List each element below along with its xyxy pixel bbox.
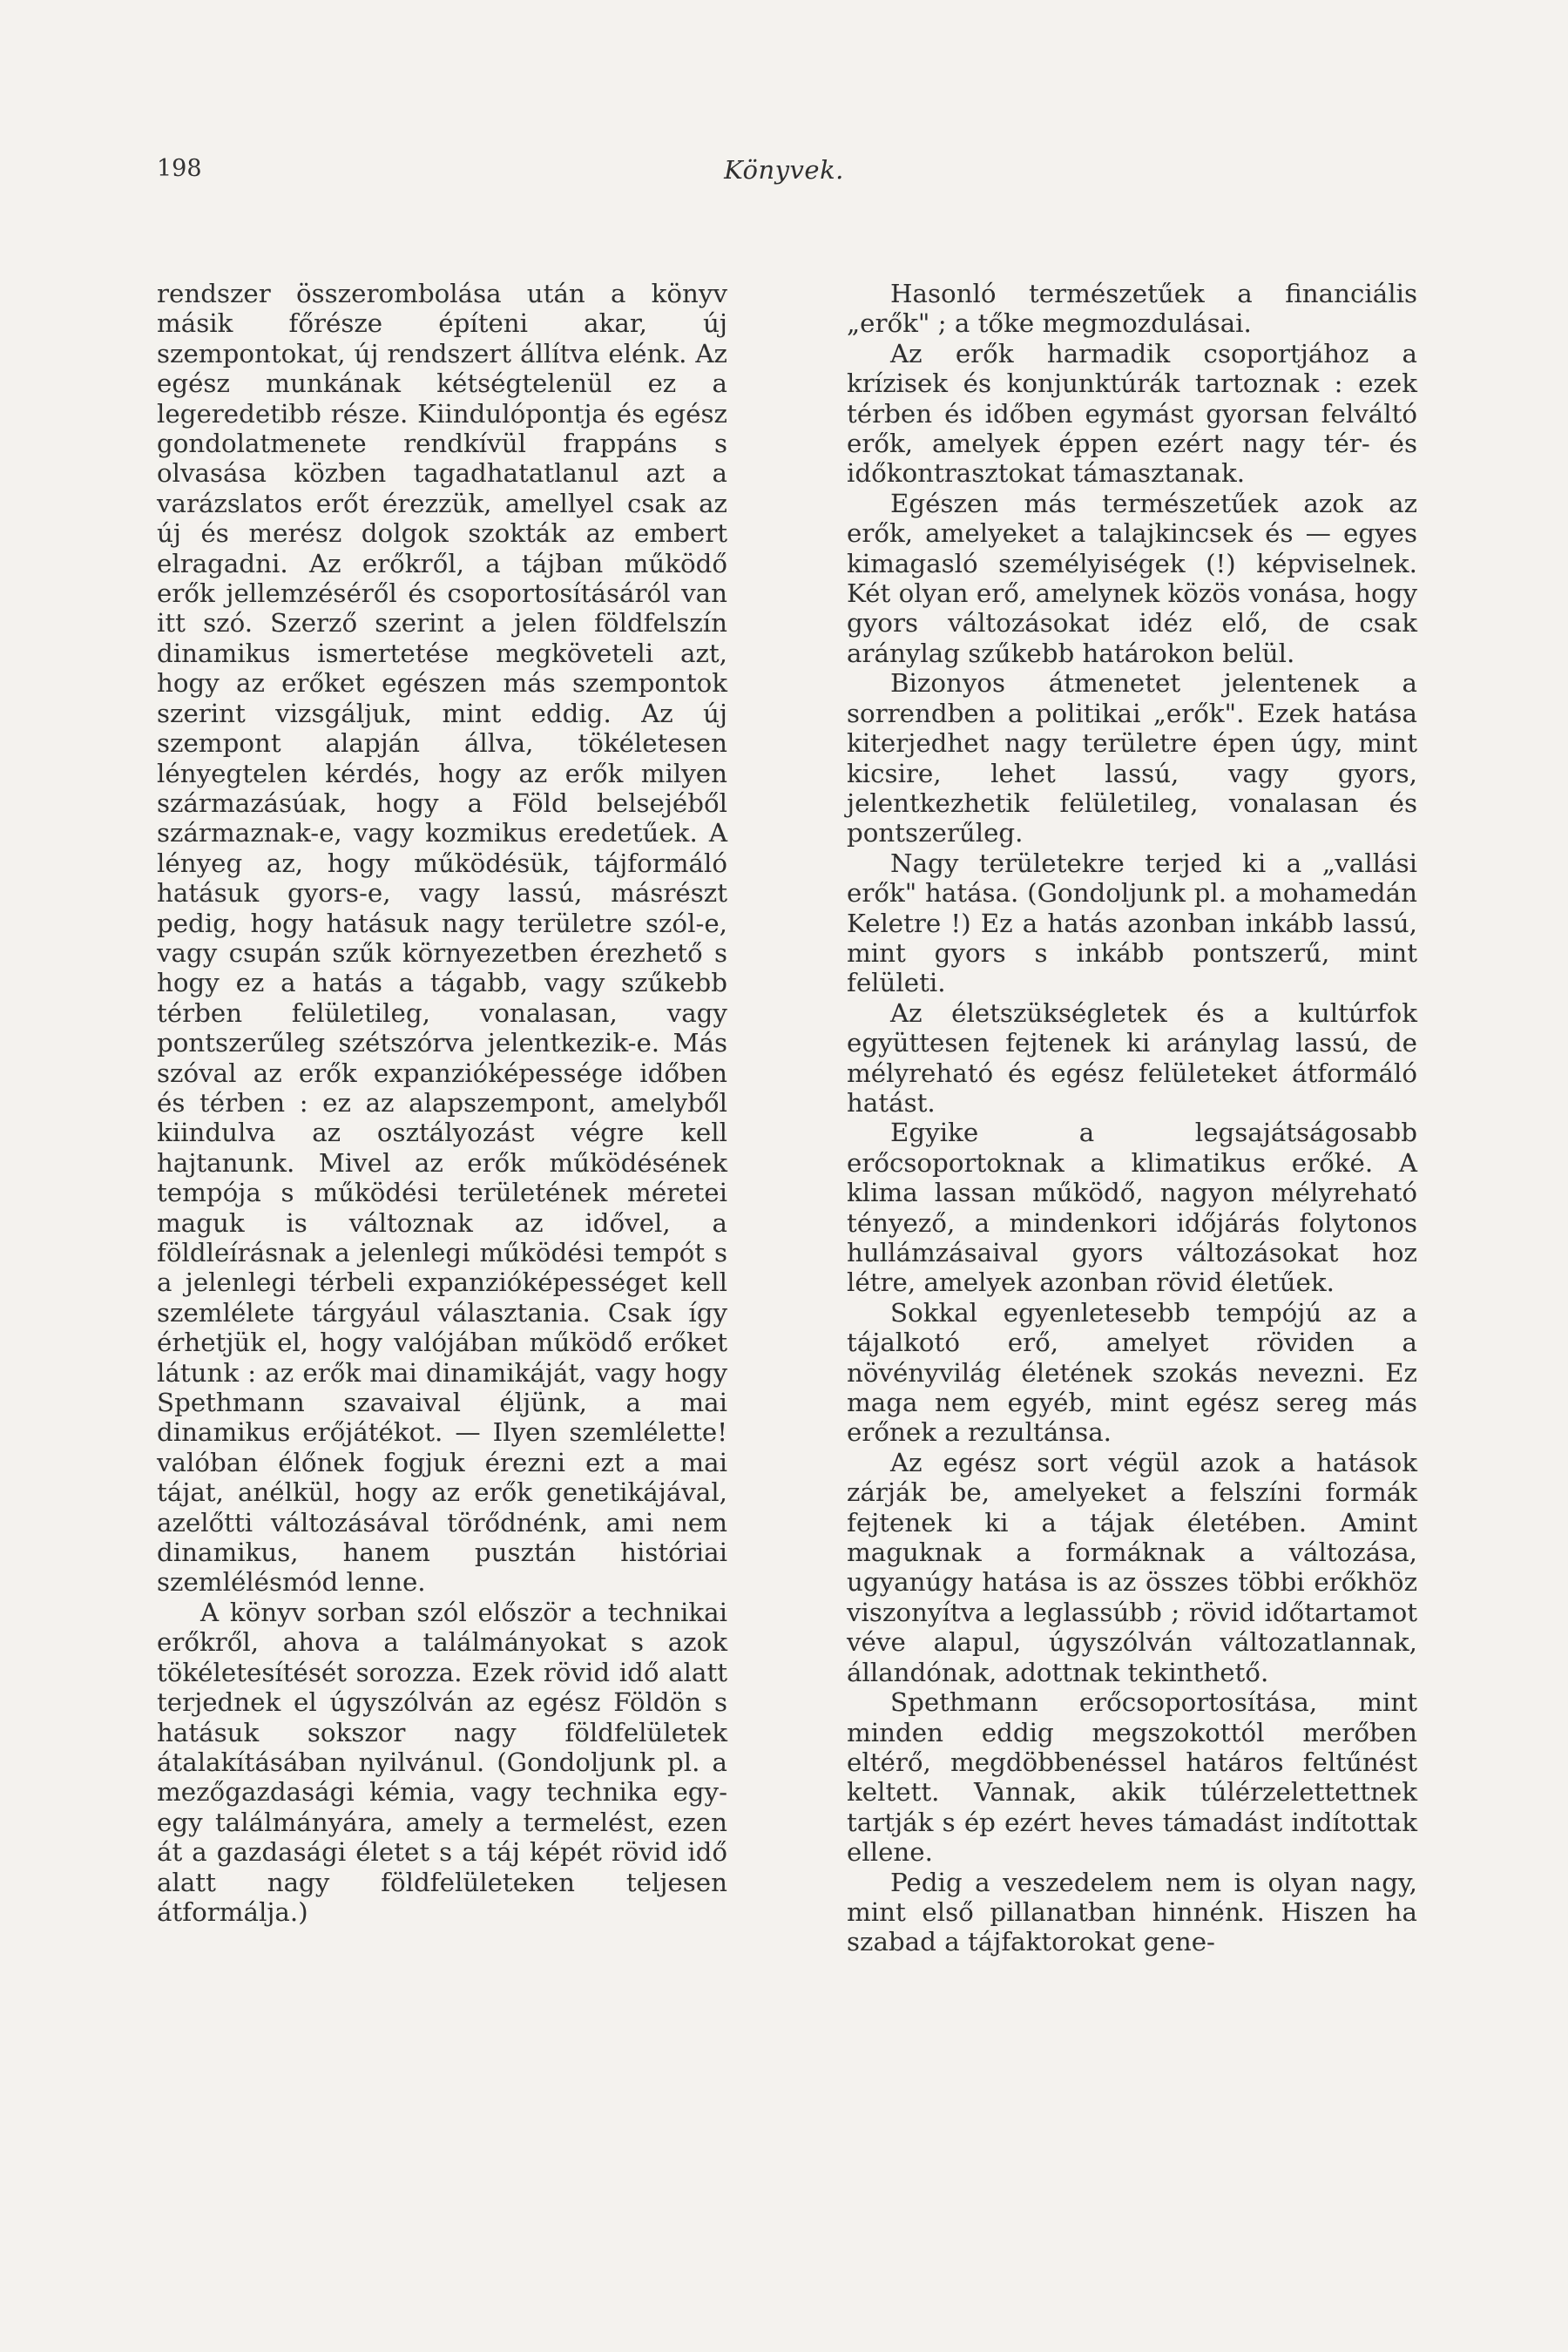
right-paragraph-8: Sokkal egyenletesebb tempójú az a tájalkotó erő, amelyet röviden a növényvilág életének szokás nevezni. Ez maga nem egyéb, mint egész sereg más erőnek a rezultánsa.	[847, 1297, 1417, 1448]
right-paragraph-6: Az életszükségletek és a kultúrfok együttesen fejtenek ki aránylag lassú, de mélyreható és egész felületeket átformáló hatást.	[847, 997, 1417, 1118]
right-column	[847, 279, 1417, 1957]
right-paragraph-10: Spethmann erőcsoportosítása, mint minden eddig megszokottól merőben eltérő, megdöbbenéssel határos feltűnést keltett. Vannak, akik túlérzelettettnek tartják s ép ezért heves támadást indítottak ellene.	[847, 1687, 1417, 1868]
right-paragraph-9: Az egész sort végül azok a hatások zárják be, amelyeket a felszíni formák fejtenek ki a tájak életében. Amint maguknak a formáknak a változása, ugyanúgy hatása is az összes többi erőkhöz viszonyítva a leglassúbb ; rövid időtartamot véve alapul, úgyszólván változatlannak, állandónak, adottnak tekinthető.	[847, 1447, 1417, 1687]
right-paragraph-5: Nagy területekre terjed ki a „vallási erők" hatása. (Gondoljunk pl. a mohamedán Keletre !) Ez a hatás azonban inkább lassú, mint gyors s inkább pontszerű, mint felületi.	[847, 848, 1417, 998]
right-paragraph-3: Egészen más természetűek azok az erők, amelyeket a talajkincsek és — egyes kimagasló személyiségek (!) képviselnek. Két olyan erő, amelynek közös vonása, hogy gyors változásokat idéz elő, de csak aránylag szűkebb határokon belül.	[847, 488, 1417, 668]
left-paragraph-2: A könyv sorban szól először a technikai erőkről, ahova a találmányokat s azok tökéletesítését sorozza. Ezek rövid idő alatt terjednek el úgyszólván az egész Földön s hatásuk sokszor nagy földfelületek átalakításában nyilvánul. (Gondoljunk pl. a mezőgazdasági kémia, vagy technika egy-egy találmányára, amely a termelést, ezen át a gazdasági életet s a táj képét rövid idő alatt nagy földfelületeken teljesen átformálja.)	[157, 1597, 727, 1927]
running-head-title: Könyvek.	[724, 155, 844, 185]
left-column	[157, 279, 727, 1927]
right-paragraph-1: Hasonló természetűek a financiális „erők" ; a tőke megmozdulásai.	[847, 279, 1417, 339]
right-paragraph-2: Az erők harmadik csoportjához a krízisek és konjunktúrák tartoznak : ezek térben és időben egymást gyorsan felváltó erők, amelyek éppen ezért nagy tér- és időkontrasztokat támasztanak.	[847, 338, 1417, 489]
right-paragraph-4: Bizonyos átmenetet jelentenek a sorrendben a politikai „erők". Ezek hatása kiterjedhet nagy területre épen úgy, mint kicsire, lehet lassú, vagy gyors, jelentkezhetik felületileg, vonalasan és pontszerűleg.	[847, 668, 1417, 848]
left-paragraph-1: rendszer összerombolása után a könyv másik főrésze építeni akar, új szempontokat, új rendszert állítva elénk. Az egész munkának kétségtelenül ez a legeredetibb része. Kiindulópontja és egész gondolatmenete rendkívül frappáns s olvasása közben tagadhatatlanul azt a varázslatos erőt érezzük, amellyel csak az új és merész dolgok szokták az embert elragadni. Az erőkről, a tájban működő erők jellemzéséről és csoportosításáról van itt szó. Szerző szerint a jelen földfelszín dinamikus ismertetése megköveteli azt, hogy az erőket egészen más szempontok szerint vizsgáljuk, mint eddig. Az új szempont alapján állva, tökéletesen lényegtelen kérdés, hogy az erők milyen származásúak, hogy a Föld belsejéből származnak-e, vagy kozmikus eredetűek. A lényeg az, hogy működésük, tájformáló hatásuk gyors-e, vagy lassú, másrészt pedig, hogy hatásuk nagy területre szól-e, vagy csupán szűk környezetben érezhető s hogy ez a hatás a tágabb, vagy szűkebb térben felületileg, vonalasan, vagy pontszerűleg szétszórva jelentkezik-e. Más szóval az erők expanzióképessége időben és térben : ez az alapszempont, amelyből kiindulva az osztályozást végre kell hajtanunk. Mivel az erők működésének tempója s működési területének méretei maguk is változnak az idővel, a földleírásnak a jelenlegi működési tempót s a jelenlegi térbeli expanzióképességet kell szemlélete tárgyául választania. Csak így érhetjük el, hogy valójában működő erőket látunk : az erők mai dinamikáját, vagy hogy Spethmann szavaival éljünk, a mai dinamikus erőjátékot. — Ilyen szemlélette! valóban élőnek fogjuk érezni ezt a mai tájat, anélkül, hogy az erők genetikájával, azelőtti változásával törődnénk, ami nem dinamikus, hanem pusztán históriai szemlélésmód lenne.	[157, 279, 727, 1598]
right-paragraph-11: Pedig a veszedelem nem is olyan nagy, mint első pillanatban hinnénk. Hiszen ha szabad a tájfaktorokat gene-	[847, 1867, 1417, 1957]
right-paragraph-7: Egyike a legsajátságosabb erőcsoportoknak a klimatikus erőké. A klima lassan működő, nagyon mélyreható tényező, a mindenkori időjárás folytonos hullámzásaival gyors változásokat hoz létre, amelyek azonban rövid életűek.	[847, 1118, 1417, 1298]
page-number: 198	[157, 155, 202, 182]
